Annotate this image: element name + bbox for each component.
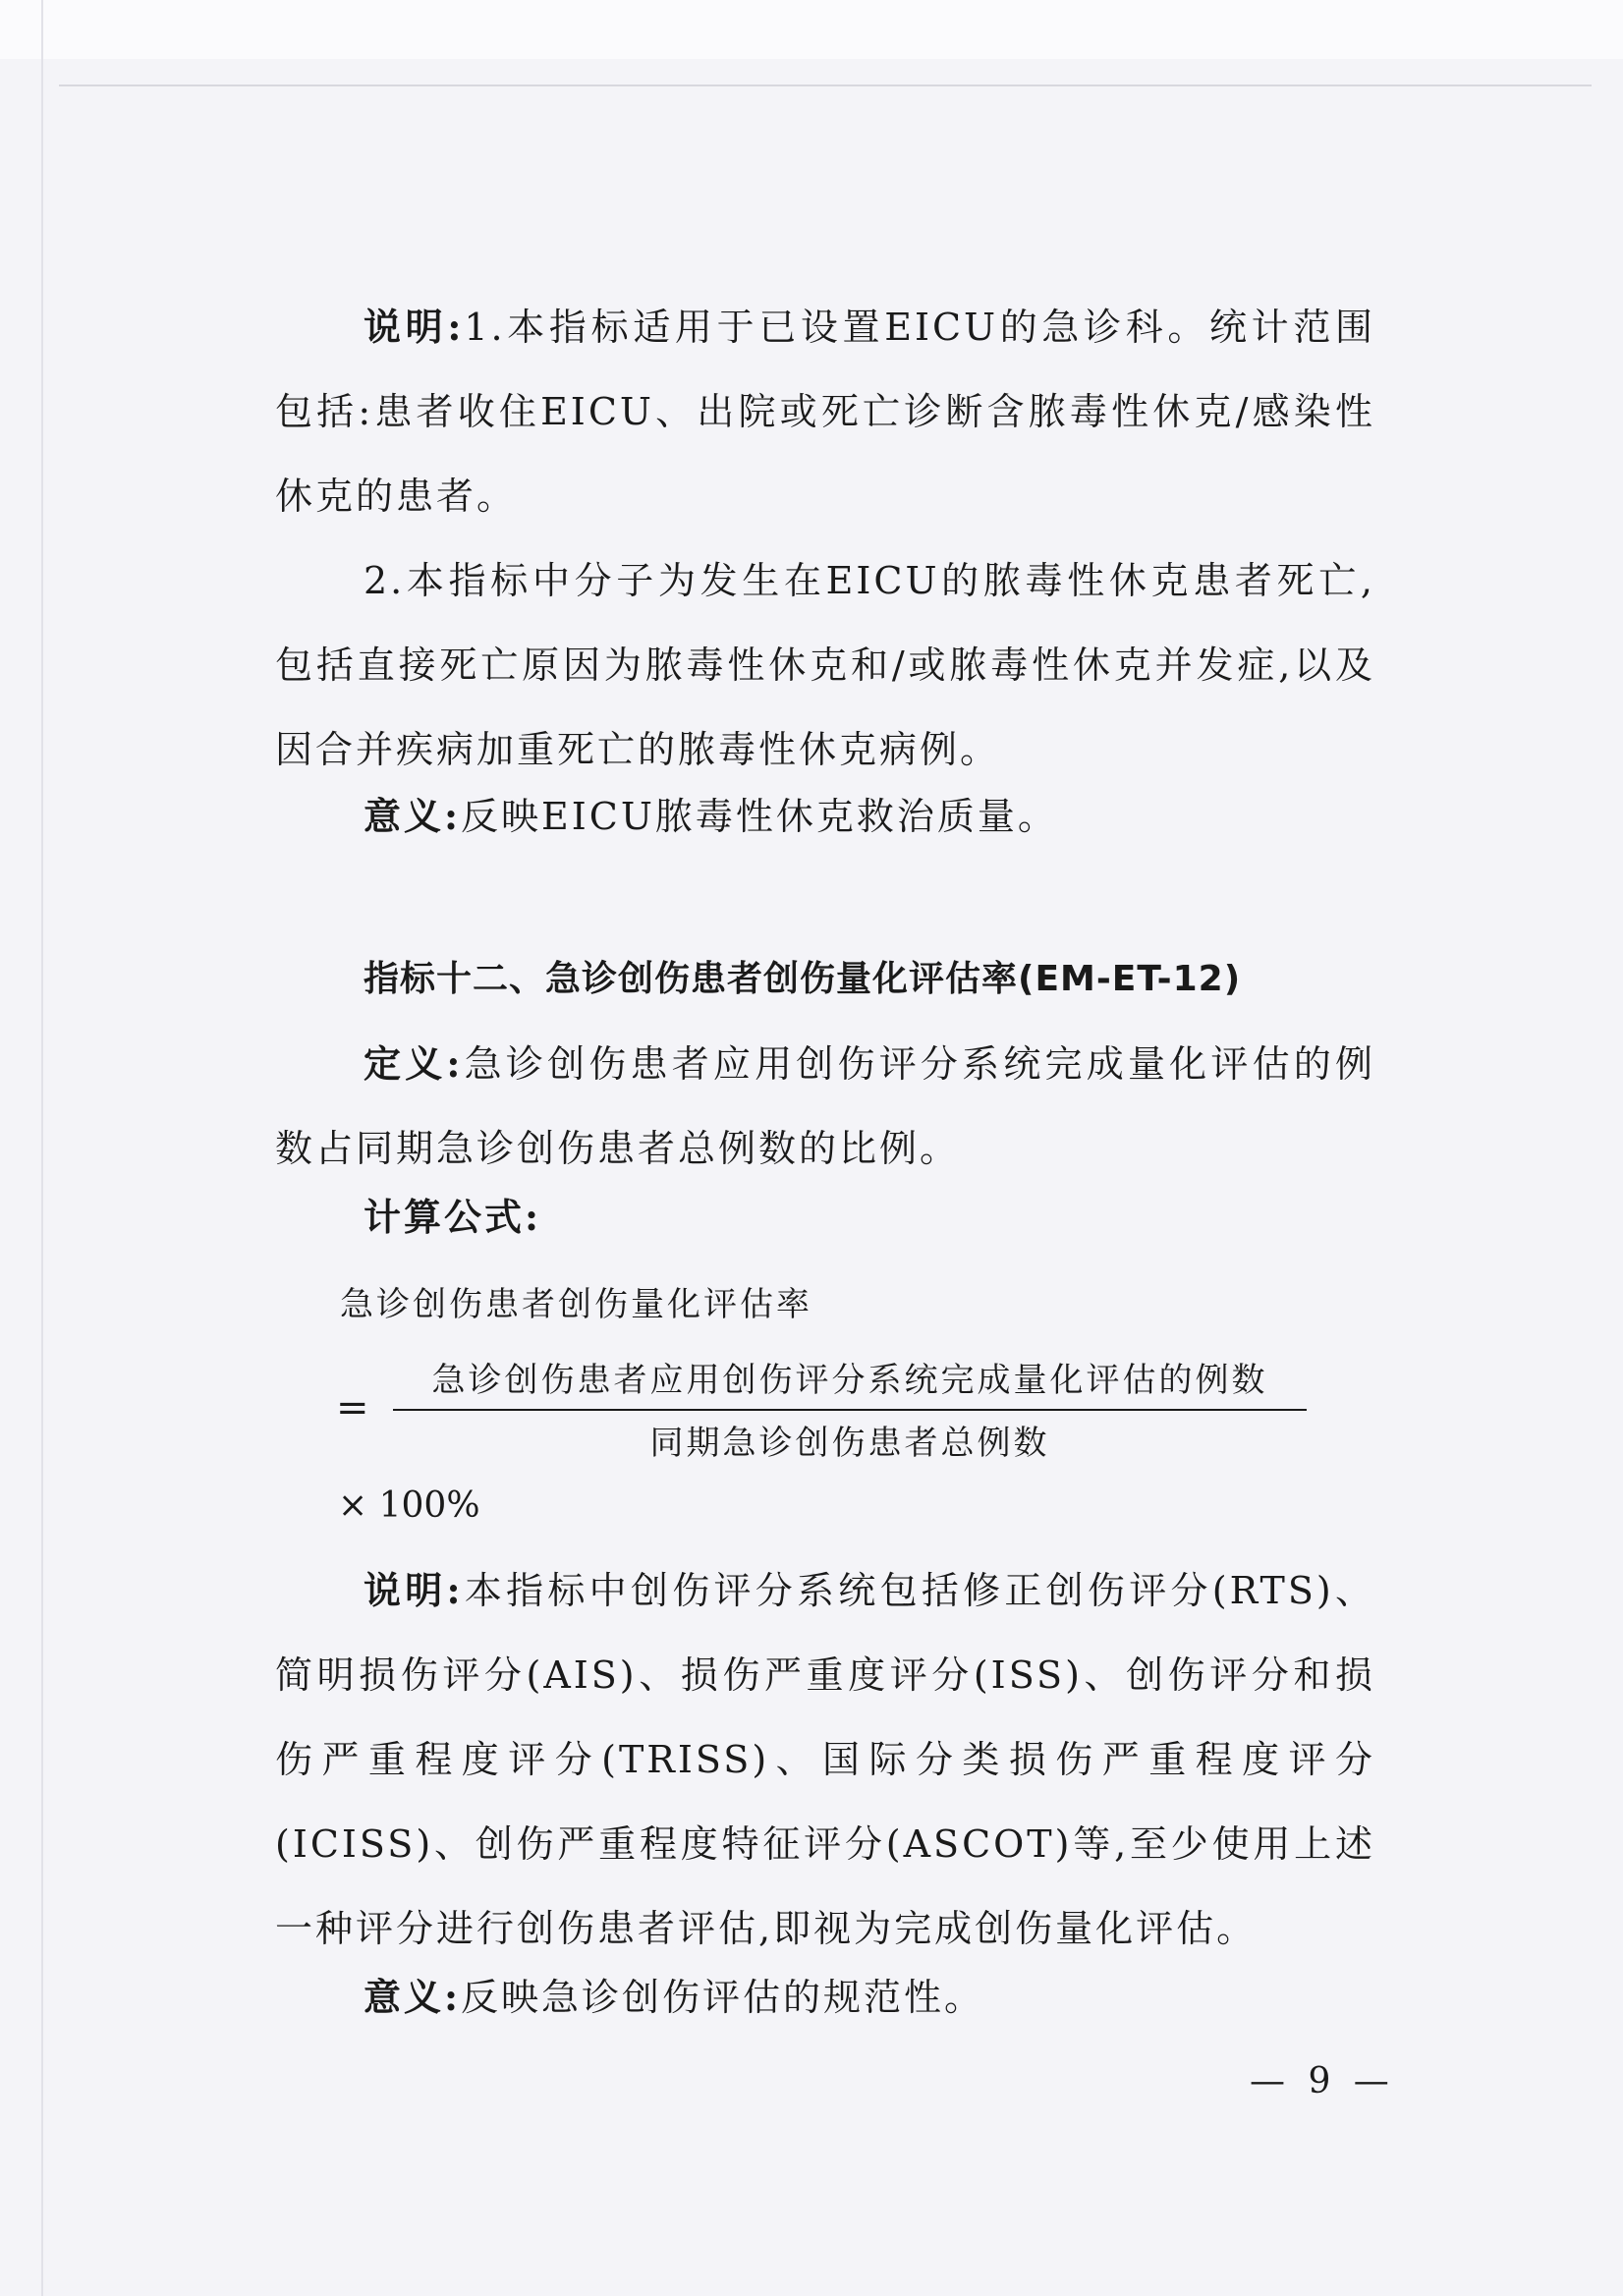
- note-label: 说明:: [364, 1568, 464, 1612]
- note-text: 2.本指标中分子为发生在EICU的脓毒性休克患者死亡,包括直接死亡原因为脓毒性休克和/或脓毒性休克并发症,以及因合并疾病加重死亡的脓毒性休克病例。: [275, 559, 1375, 771]
- formula-denominator: 同期急诊创伤患者总例数: [649, 1424, 1050, 1463]
- definition-text: 急诊创伤患者应用创伤评分系统完成量化评估的例数占同期急诊创伤患者总例数的比例。: [275, 1042, 1375, 1170]
- meaning-text: 反映急诊创伤评估的规范性。: [461, 1976, 985, 2019]
- formula-fraction: [393, 1354, 1307, 1470]
- meaning-label: 意义:: [364, 1975, 462, 2019]
- formula-numerator: 急诊创伤患者应用创伤评分系统完成量化评估的例数: [431, 1361, 1268, 1400]
- indicator-meaning: [275, 1955, 1375, 2040]
- prev-note-1: [275, 285, 1375, 538]
- formula-label-text: 计算公式:: [364, 1195, 542, 1239]
- indicator-heading: 指标十二、急诊创伤患者创伤量化评估率(EM-ET-12): [364, 959, 1242, 999]
- definition-label: 定义:: [364, 1041, 464, 1086]
- note-text: 本指标中创伤评分系统包括修正创伤评分(RTS)、简明损伤评分(AIS)、损伤严重度评分(ISS)、创伤评分和损伤严重程度评分(TRISS)、国际分类损伤严重程度评分(ICISS)、创伤严重程度特征评分(ASCOT)等,至少使用上述一种评分进行创伤患者评估,即视为完成创伤量化评估。: [275, 1569, 1375, 1950]
- formula-name: 急诊创伤患者创伤量化评估率: [340, 1285, 812, 1324]
- equals-sign: =: [336, 1385, 369, 1430]
- meaning-text: 反映EICU脓毒性休克救治质量。: [461, 795, 1058, 838]
- meaning-label: 意义:: [364, 794, 462, 838]
- formula-multiplier: × 100%: [338, 1485, 480, 1526]
- definition: [275, 1022, 1375, 1191]
- note-text: 1.本指标适用于已设置EICU的急诊科。统计范围包括:患者收住EICU、出院或死亡诊断含脓毒性休克/感染性休克的患者。: [275, 306, 1376, 518]
- prev-meaning: [275, 774, 1375, 859]
- fraction-bar: [393, 1409, 1307, 1411]
- indicator-note: [275, 1548, 1375, 1971]
- note-label: 说明:: [364, 305, 465, 349]
- formula-label: [275, 1175, 1375, 1260]
- prev-note-2: [275, 538, 1375, 792]
- page-number: — 9 —: [1250, 2061, 1395, 2101]
